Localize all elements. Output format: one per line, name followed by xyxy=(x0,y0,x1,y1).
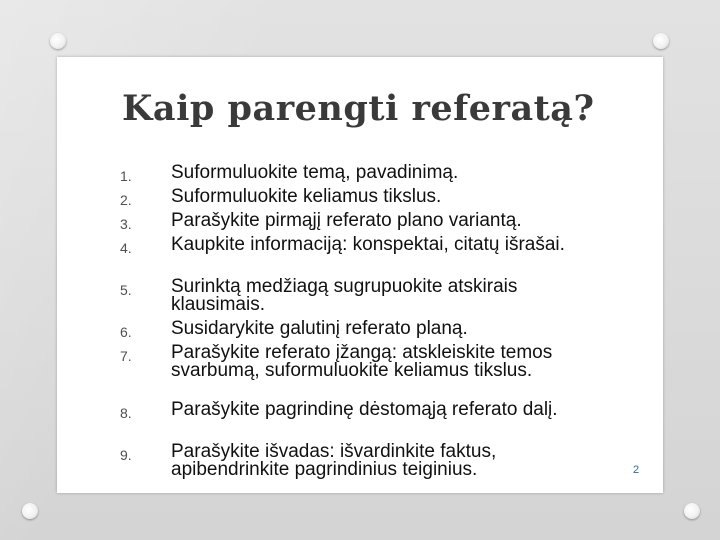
list-item xyxy=(120,236,600,278)
item-text: Parašykite pagrindinę dėstomąją referato dalį. xyxy=(171,399,558,420)
item-number: 9. xyxy=(120,447,132,463)
list-item xyxy=(120,320,600,344)
slide-number: 2 xyxy=(633,464,640,476)
steps-list xyxy=(120,164,600,485)
item-text: Parašykite išvadas: išvardinkite faktus, apibendrinkite pagrindinius teiginius. xyxy=(171,441,497,480)
list-item xyxy=(120,164,600,188)
corner-ornament-top-right xyxy=(653,33,669,49)
item-number: 7. xyxy=(120,348,132,364)
item-number: 5. xyxy=(120,282,132,298)
list-item xyxy=(120,188,600,212)
corner-ornament-top-left xyxy=(50,33,66,49)
slide-title: Kaip parengti referatą? xyxy=(122,88,595,129)
list-item xyxy=(120,344,600,401)
item-number: 6. xyxy=(120,324,132,340)
item-number: 2. xyxy=(120,192,132,208)
item-text: Suformuluokite temą, pavadinimą. xyxy=(171,162,459,183)
item-number: 1. xyxy=(120,168,132,184)
item-text: Parašykite referato įžangą: atskleiskite temos svarbumą, suformuluokite keliamus tikslus. xyxy=(171,342,553,381)
item-text: Susidarykite galutinį referato planą. xyxy=(171,318,468,339)
item-text: Surinktą medžiagą sugrupuokite atskirais klausimais. xyxy=(171,276,518,315)
item-number: 4. xyxy=(120,240,132,256)
item-number: 3. xyxy=(120,216,132,232)
list-item xyxy=(120,278,600,320)
corner-ornament-bottom-left xyxy=(22,503,38,519)
item-text: Suformuluokite keliamus tikslus. xyxy=(171,186,442,207)
item-text: Parašykite pirmąjį referato plano variantą. xyxy=(171,210,522,231)
list-item xyxy=(120,401,600,443)
list-item xyxy=(120,212,600,236)
corner-ornament-bottom-right xyxy=(684,503,700,519)
list-item xyxy=(120,443,600,485)
item-number: 8. xyxy=(120,405,132,421)
item-text: Kaupkite informaciją: konspektai, citatų išrašai. xyxy=(171,234,565,255)
